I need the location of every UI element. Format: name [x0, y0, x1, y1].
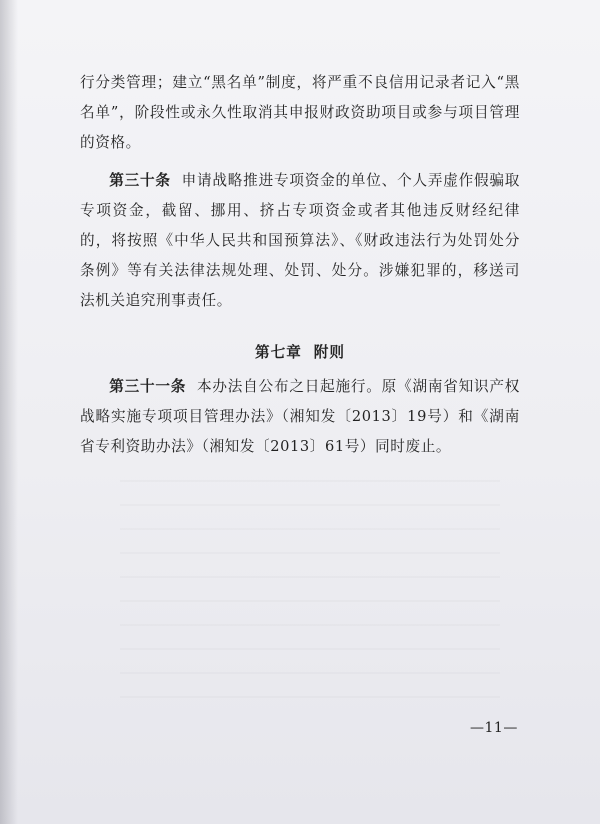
page-number: —11— — [470, 720, 518, 736]
bleed-through-shadow — [120, 470, 500, 720]
chapter-number: 第七章 — [255, 344, 302, 361]
article-30-paragraph — [80, 166, 520, 316]
chapter-heading — [80, 338, 520, 368]
document-body — [80, 68, 520, 462]
article-30-body: 申请战略推进专项资金的单位、个人弄虚作假骗取专项资金，截留、挪用、挤占专项资金或者其他违反财经纪律的，将按照《中华人民共和国预算法》、《财政违法行为处罚处分条例》等有关法律法规处理、处罚、处分。涉嫌犯罪的，移送司法机关追究刑事责任。 — [80, 172, 520, 309]
article-30-label: 第三十条 — [109, 172, 171, 189]
article-31-label: 第三十一条 — [109, 378, 187, 395]
chapter-title: 附则 — [313, 344, 345, 361]
article-31-paragraph — [80, 372, 520, 462]
continued-paragraph: 行分类管理；建立“黑名单”制度，将严重不良信用记录者记入“黑名单”，阶段性或永久性取消其申报财政资助项目或参与项目管理的资格。 — [80, 74, 520, 151]
article-31-body: 本办法自公布之日起施行。原《湖南省知识产权战略实施专项项目管理办法》（湘知发〔2013〕19号）和《湖南省专利资助办法》（湘知发〔2013〕61号）同时废止。 — [80, 378, 520, 455]
paragraph-gap — [80, 158, 520, 166]
